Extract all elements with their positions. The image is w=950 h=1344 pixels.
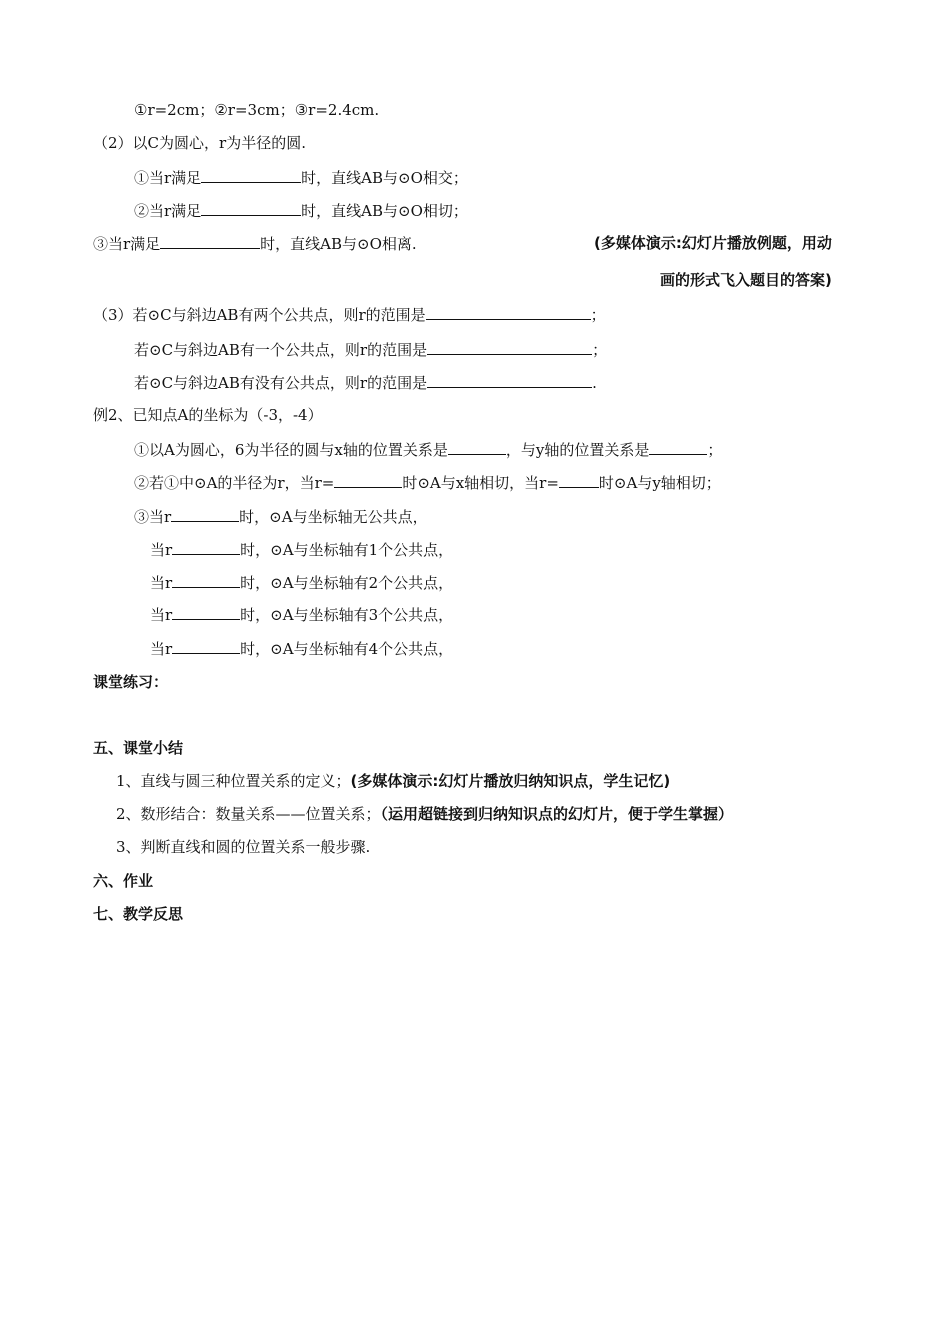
- answer-blank[interactable]: [172, 539, 240, 555]
- example2-q3-none: [134, 506, 428, 527]
- answer-blank[interactable]: [172, 638, 240, 654]
- condition-tangent: [134, 200, 468, 221]
- radius-cases: ①r=2cm；②r=3cm；③r=2.4cm.: [134, 101, 380, 119]
- answer-blank[interactable]: [172, 604, 240, 620]
- answer-blank[interactable]: [171, 506, 239, 522]
- media-note-line1: (多媒体演示:幻灯片播放例题，用动: [594, 234, 832, 252]
- condition-suffix: 时，直线AB与⊙O相离.: [260, 235, 417, 253]
- part3-two-points: [93, 304, 606, 325]
- q2-text-c: 时⊙A与y轴相切；: [598, 474, 721, 492]
- condition-separate: [93, 233, 417, 254]
- part3-text: 若⊙C与斜边AB有一个公共点，则r的范围是: [134, 341, 428, 359]
- answer-blank[interactable]: [426, 304, 591, 320]
- q2-text-a: ②若①中⊙A的半径为r，当r=: [134, 474, 335, 492]
- part3-no-point: [134, 372, 597, 393]
- q3-result: 时，⊙A与坐标轴有1个公共点，: [240, 541, 454, 559]
- q1-text-b: ，与y轴的位置关系是: [505, 441, 650, 459]
- part2-header: （2）以C为圆心，r为半径的圆.: [93, 134, 306, 152]
- part3-end: ；: [592, 341, 608, 359]
- q2-text-b: 时⊙A与x轴相切，当r=: [402, 474, 559, 492]
- summary-item-1: [116, 771, 670, 791]
- reflection-heading: 七、教学反思: [93, 905, 184, 923]
- condition-prefix: ①当r满足: [134, 169, 202, 187]
- q3-result: 时，⊙A与坐标轴有4个公共点，: [240, 640, 454, 658]
- answer-blank[interactable]: [201, 200, 301, 216]
- answer-blank[interactable]: [172, 572, 240, 588]
- q3-result: 时，⊙A与坐标轴有2个公共点，: [240, 574, 454, 592]
- answer-blank[interactable]: [160, 233, 260, 249]
- answer-blank[interactable]: [201, 167, 301, 183]
- homework-heading: 六、作业: [93, 872, 154, 890]
- part3-one-point: [134, 339, 607, 360]
- part3-text: （3）若⊙C与斜边AB有两个公共点，则r的范围是: [93, 306, 426, 324]
- part3-end: ；: [590, 306, 606, 324]
- part3-end: .: [592, 374, 597, 392]
- part3-text: 若⊙C与斜边AB有没有公共点，则r的范围是: [134, 374, 428, 392]
- example2-q3-four: [150, 638, 453, 659]
- practice-heading: 课堂练习：: [93, 673, 169, 691]
- answer-blank[interactable]: [448, 439, 506, 455]
- answer-blank[interactable]: [427, 372, 592, 388]
- q3-text-a: ③当r: [134, 508, 172, 526]
- summary-item-2: [116, 804, 733, 824]
- example2-q3-two: [150, 572, 453, 593]
- example2-q1: [134, 439, 722, 460]
- q1-text-c: ；: [707, 441, 723, 459]
- condition-suffix: 时，直线AB与⊙O相切；: [301, 202, 468, 220]
- q1-text-a: ①以A为圆心，6为半径的圆与x轴的位置关系是: [134, 441, 448, 459]
- q3-when: 当r: [150, 606, 173, 624]
- summary-item-3: 3、判断直线和圆的位置关系一般步骤.: [116, 838, 371, 856]
- answer-blank[interactable]: [334, 472, 402, 488]
- summary-heading: 五、课堂小结: [93, 739, 184, 757]
- summary-item-note: （运用超链接到归纳知识点的幻灯片，便于学生掌握）: [380, 805, 734, 823]
- example2-q2: [134, 472, 721, 493]
- example2-q3-three: [150, 604, 453, 625]
- q3-when: 当r: [150, 640, 173, 658]
- q3-when: 当r: [150, 541, 173, 559]
- condition-intersect: [134, 167, 468, 188]
- example2-header: 例2、已知点A的坐标为（-3，-4）: [93, 406, 323, 424]
- q3-result: 时，⊙A与坐标轴有3个公共点，: [240, 606, 454, 624]
- q3-text-b: 时，⊙A与坐标轴无公共点，: [239, 508, 428, 526]
- summary-item-text: 1、直线与圆三种位置关系的定义；: [116, 772, 351, 790]
- condition-prefix: ②当r满足: [134, 202, 202, 220]
- summary-item-note: (多媒体演示:幻灯片播放归纳知识点，学生记忆): [350, 772, 671, 790]
- answer-blank[interactable]: [427, 339, 592, 355]
- answer-blank[interactable]: [559, 472, 599, 488]
- condition-suffix: 时，直线AB与⊙O相交；: [301, 169, 468, 187]
- answer-blank[interactable]: [649, 439, 707, 455]
- condition-prefix: ③当r满足: [93, 235, 161, 253]
- media-note-line2: 画的形式飞入题目的答案): [660, 271, 832, 289]
- example2-q3-one: [150, 539, 453, 560]
- summary-item-text: 2、数形结合：数量关系——位置关系；: [116, 805, 381, 823]
- q3-when: 当r: [150, 574, 173, 592]
